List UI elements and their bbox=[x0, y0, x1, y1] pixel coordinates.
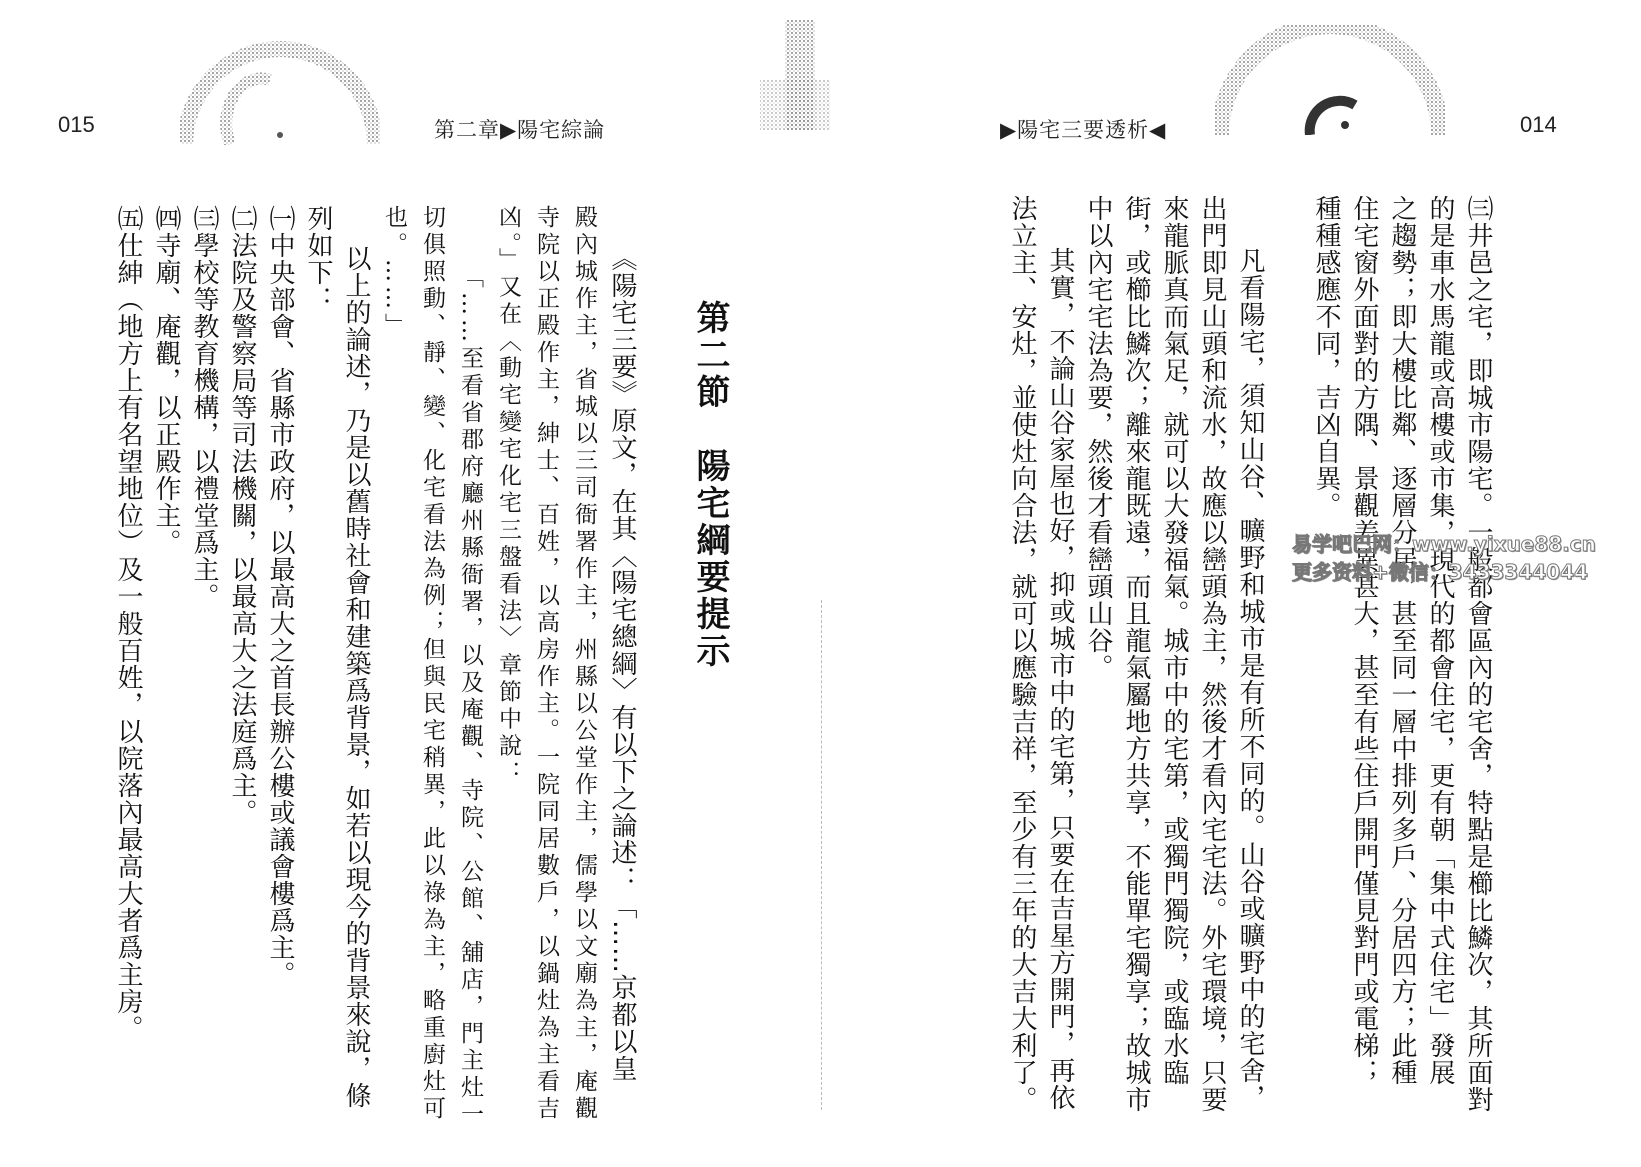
blank-column bbox=[1269, 195, 1307, 1075]
text-column: 《陽宅三要》原文，在其〈陽宅總綱〉有以下之論述：「……京都以皇 bbox=[607, 245, 637, 1082]
text-column: 列如下： bbox=[303, 205, 333, 313]
watermark bbox=[1292, 530, 1596, 586]
right-body-text bbox=[1003, 195, 1497, 1113]
page-number-right: 014 bbox=[1520, 112, 1557, 137]
text-column: 中以內宅宅法為要，然後才看巒頭山谷。 bbox=[1083, 195, 1113, 681]
running-head-left: 第二章▶陽宅綜論 bbox=[434, 118, 606, 142]
text-column: ㈢井邑之宅，即城市陽宅。一般都會區內的宅舍，特點是櫛比鱗次，其所面對 bbox=[1463, 195, 1493, 1113]
text-column: 住宅窗外面對的方隅、景觀差異甚大，甚至有些住戶開門僅見對門或電梯； bbox=[1349, 195, 1379, 1086]
section-title: 第二節 陽宅綱要提示 bbox=[690, 300, 730, 670]
text-column: ㈢學校等教育機構，以禮堂爲主。 bbox=[189, 205, 219, 610]
text-column: 之趨勢；即大樓比鄰、逐層分居，甚至同一層中排列多戶、分居四方；此種 bbox=[1387, 195, 1417, 1086]
page-gutter-divider bbox=[821, 600, 822, 1110]
gutter-smudge-decoration bbox=[755, 20, 835, 135]
text-column: 街，或櫛比鱗次；離來龍既遠，而且龍氣屬地方共享，不能單宅獨享；故城市 bbox=[1121, 195, 1151, 1113]
text-column: ㈣寺廟、庵觀，以正殿作主。 bbox=[151, 205, 181, 556]
text-column: 也。……」 bbox=[381, 205, 407, 340]
text-column: 法立主、安灶，並使灶向合法，就可以應驗吉祥，至少有三年的大吉大利了。 bbox=[1007, 195, 1037, 1113]
text-column: 其實，不論山谷家屋也好，抑或城市中的宅第，只要在吉星方開門，再依 bbox=[1045, 247, 1075, 1111]
text-column: 種種感應不同，吉凶自異。 bbox=[1311, 195, 1341, 519]
running-head-right: ▶陽宅三要透析◀ bbox=[1000, 118, 1167, 142]
text-column: 「……至看省郡府廳州縣衙署，以及庵觀、寺院、公館、舖店，門主灶一 bbox=[457, 265, 483, 1129]
text-column: 以上的論述，乃是以舊時社會和建築爲背景，如若以現今的背景來說，條 bbox=[341, 245, 371, 1109]
text-column: 凡看陽宅，須知山谷、曠野和城市是有所不同的。山谷或曠野中的宅舍， bbox=[1235, 247, 1265, 1111]
text-column: 切俱照動、靜、變、化宅看法為例；但與民宅稍異，此以祿為主，略重廚灶可 bbox=[419, 205, 445, 1123]
taiji-decoration-icon bbox=[180, 40, 380, 145]
text-column: 凶。」又在〈動宅變宅化宅三盤看法〉章節中說： bbox=[495, 205, 521, 788]
text-column: 出門即見山頭和流水，故應以巒頭為主，然後才看內宅宅法。外宅環境，只要 bbox=[1197, 195, 1227, 1113]
text-column: ㈠中央部會、省縣市政府，以最高大之首長辦公樓或議會樓爲主。 bbox=[265, 205, 295, 988]
text-column: 來龍脈真而氣足，就可以大發福氣。城市中的宅第，或獨門獨院，或臨水臨 bbox=[1159, 195, 1189, 1086]
watermark-line-2: 更多资料+微信：3433344044 bbox=[1292, 560, 1588, 584]
text-column: ㈤仕紳（地方上有名望地位）及一般百姓，以院落內最高大者爲主房。 bbox=[113, 205, 143, 1042]
watermark-line-1: 易学吧巴网：www.yixue88.cn bbox=[1292, 532, 1596, 556]
left-body-text bbox=[109, 205, 641, 1129]
text-column: 寺院以正殿作主，紳士、百姓，以高房作主。一院同居數戶，以鍋灶為主看吉 bbox=[533, 205, 559, 1123]
page-number-left: 015 bbox=[58, 112, 95, 137]
text-column: 殿內城作主，省城以三司衙署作主，州縣以公堂作主，儒學以文廟為主，庵觀 bbox=[571, 205, 597, 1123]
text-column: ㈡法院及警察局等司法機關，以最高大之法庭爲主。 bbox=[227, 205, 257, 826]
text-column: 的是車水馬龍或高樓或市集，現代的都會住宅，更有朝「集中式住宅」發展 bbox=[1425, 195, 1455, 1086]
taiji-decoration-icon bbox=[1215, 25, 1445, 135]
